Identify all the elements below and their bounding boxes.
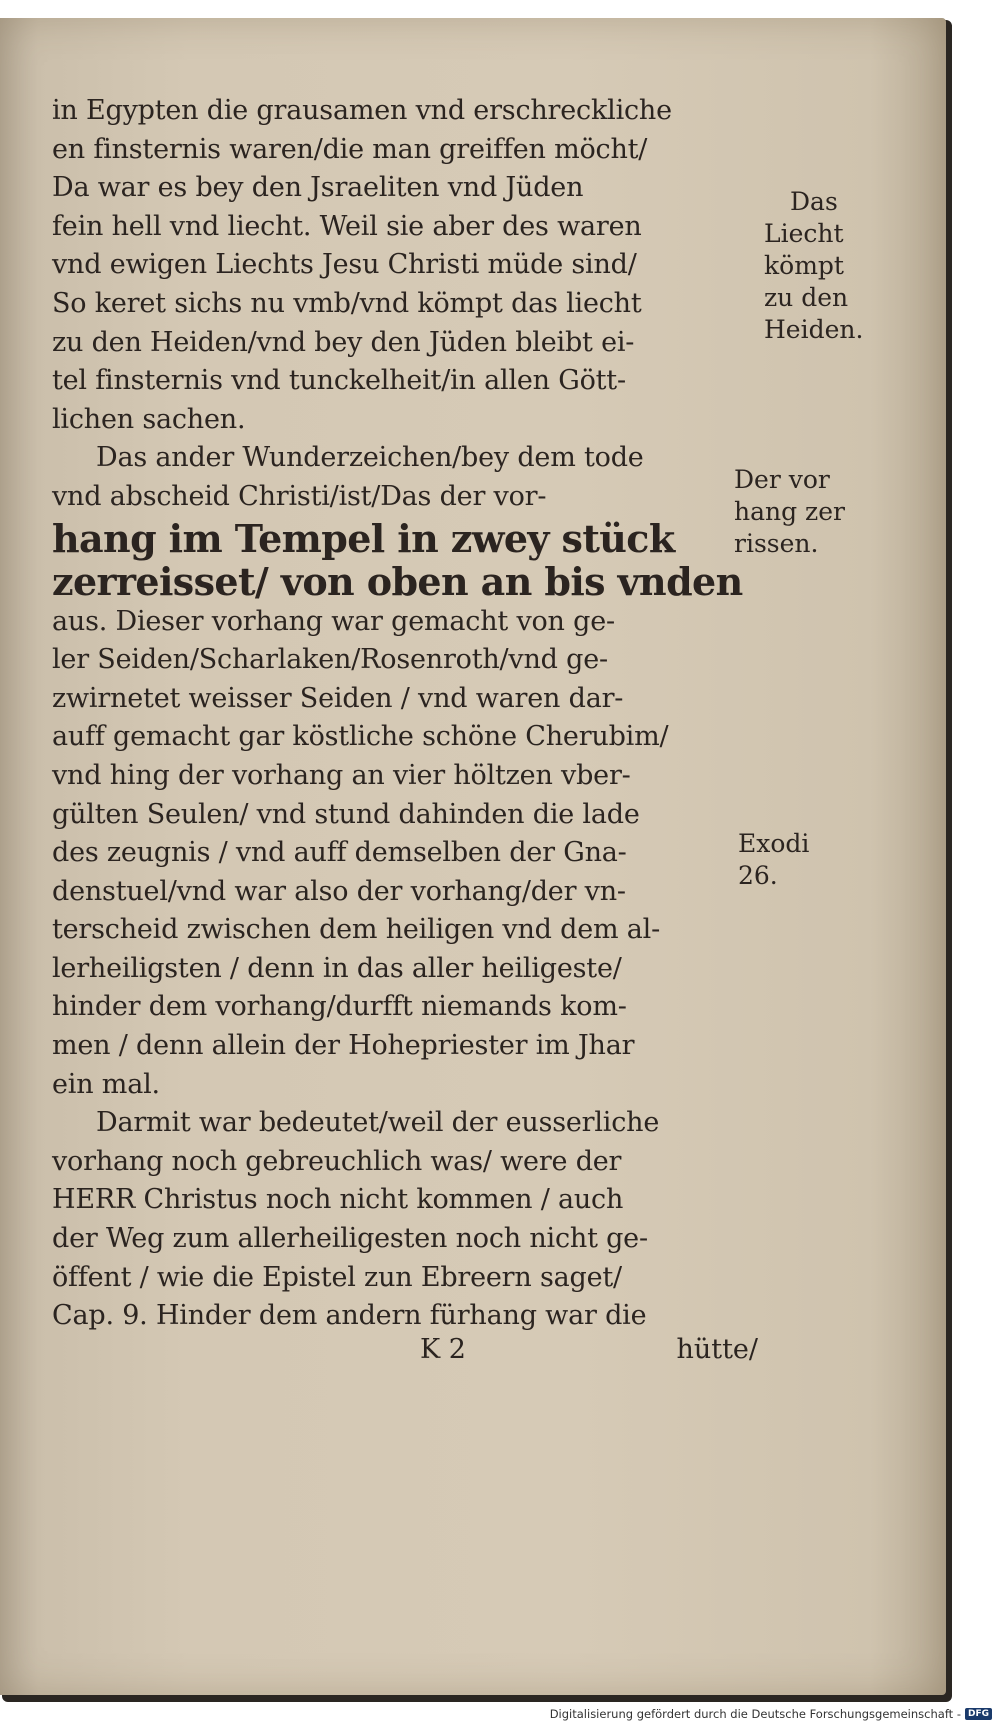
text-line: tel finsternis vnd tunckelheit/in allen Gött-	[52, 365, 626, 397]
text-line: zu den Heiden/vnd bey den Jüden bleibt ei-	[52, 326, 635, 358]
text-line: Cap. 9. Hinder dem andern fürhang war die	[52, 1300, 647, 1332]
catchword: hütte/	[676, 1334, 758, 1365]
margin-note-line: hang zer	[734, 497, 845, 526]
main-text-block	[52, 92, 744, 1336]
text-line: öffent / wie die Epistel zun Ebreern saget/	[52, 1261, 622, 1293]
page-footer	[52, 1334, 758, 1374]
text-line: ler Seiden/Scharlaken/Rosenroth/vnd ge-	[52, 644, 608, 676]
emphasis-line: hang im Tempel in zwey stück	[52, 515, 675, 561]
margin-note-line: 26.	[738, 861, 778, 890]
emphasis-line: zerreisset/ von oben an bis vnden	[52, 558, 743, 604]
text-line: Darmit war bedeutet/weil der eusserliche	[96, 1107, 660, 1139]
text-line: vnd hing der vorhang an vier höltzen vber-	[52, 759, 631, 791]
digitization-credit	[550, 1705, 992, 1723]
text-line: So keret sichs nu vmb/vnd kömpt das liecht	[52, 287, 642, 319]
text-line: lerheiligsten / denn in das aller heiligeste/	[52, 952, 622, 984]
signature-mark: K 2	[420, 1334, 466, 1365]
text-line: ein mal.	[52, 1068, 160, 1100]
margin-note-line: kömpt	[764, 251, 844, 280]
text-line: zwirnetet weisser Seiden / vnd waren dar-	[52, 682, 624, 714]
text-line: HERR Christus noch nicht kommen / auch	[52, 1184, 624, 1216]
dfg-logo: DFG	[965, 1708, 992, 1720]
margin-note-line: Der vor	[734, 465, 830, 494]
text-line: Das ander Wunderzeichen/bey dem tode	[96, 442, 644, 474]
margin-note-line: Heiden.	[764, 315, 864, 344]
margin-note-exodi	[738, 828, 888, 892]
text-line: des zeugnis / vnd auff demselben der Gna-	[52, 837, 627, 869]
text-line: aus. Dieser vorhang war gemacht von ge-	[52, 605, 615, 637]
margin-note-line: Liecht	[764, 219, 844, 248]
text-line: en finsternis waren/die man greiffen möcht/	[52, 133, 648, 165]
text-line: denstuel/vnd war also der vorhang/der vn-	[52, 875, 626, 907]
text-line: der Weg zum allerheiligesten noch nicht ge-	[52, 1223, 648, 1255]
book-page	[0, 18, 946, 1695]
text-line: Da war es bey den Jsraeliten vnd Jüden	[52, 172, 584, 204]
text-line: auff gemacht gar köstliche schöne Cherubim/	[52, 721, 669, 753]
text-line: hinder dem vorhang/durfft niemands kom-	[52, 991, 627, 1023]
text-line: vorhang noch gebreuchlich was/ were der	[52, 1145, 622, 1177]
margin-note-line: Exodi	[738, 829, 810, 858]
text-line: men / denn allein der Hohepriester im Jhar	[52, 1030, 635, 1062]
text-line: terscheid zwischen dem heiligen vnd dem al-	[52, 914, 661, 946]
margin-note-liecht	[764, 186, 914, 346]
text-line: fein hell vnd liecht. Weil sie aber des waren	[52, 210, 642, 242]
credit-text: Digitalisierung gefördert durch die Deutsche Forschungsgemeinschaft -	[549, 1707, 961, 1721]
text-line: lichen sachen.	[52, 403, 246, 435]
text-line: vnd abscheid Christi/ist/Das der vor-	[52, 480, 547, 512]
margin-note-line: rissen.	[734, 529, 819, 558]
text-line: vnd ewigen Liechts Jesu Christi müde sind/	[52, 249, 637, 281]
margin-note-line: Das	[790, 187, 838, 216]
margin-note-line: zu den	[764, 283, 849, 312]
text-line: in Egypten die grausamen vnd erschreckliche	[52, 95, 672, 126]
text-line: gülten Seulen/ vnd stund dahinden die lade	[52, 798, 640, 830]
margin-note-vorhang	[734, 464, 884, 560]
